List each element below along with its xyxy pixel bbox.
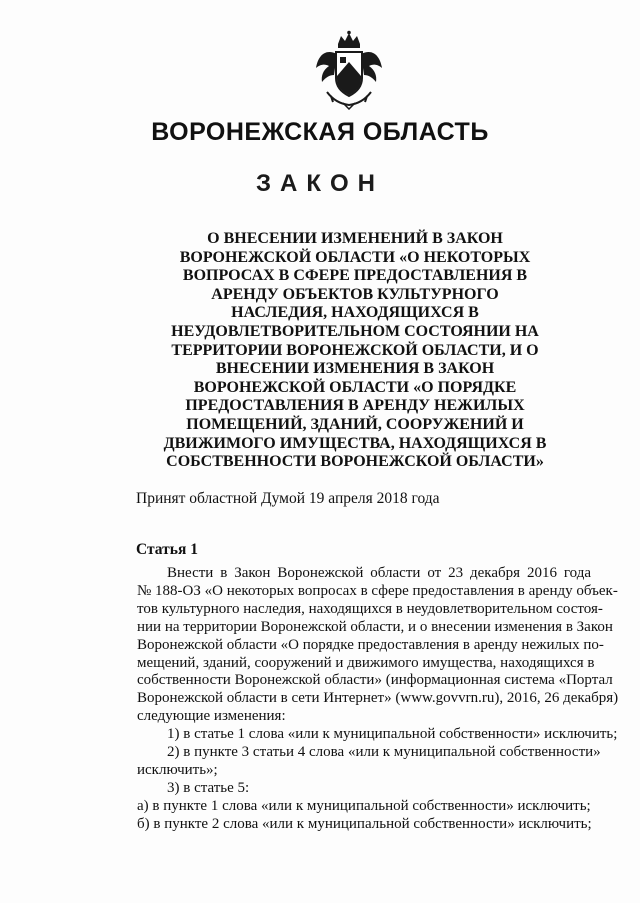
region-heading: ВОРОНЕЖСКАЯ ОБЛАСТЬ [151,118,489,146]
article-line: 2) в пункте 3 статьи 4 слова «или к муниципальной собственности» [167,744,601,761]
title-line: ПОМЕЩЕНИЙ, ЗДАНИЙ, СООРУЖЕНИЙ И [186,415,524,433]
title-line: ВНЕСЕНИИ ИЗМЕНЕНИЯ В ЗАКОН [215,360,495,378]
title-line: О ВНЕСЕНИИ ИЗМЕНЕНИЙ В ЗАКОН [207,230,503,247]
title-line: ПРЕДОСТАВЛЕНИЯ В АРЕНДУ НЕЖИЛЫХ [185,397,525,415]
title-line: НАСЛЕДИЯ, НАХОДЯЩИХСЯ В [231,304,479,322]
article-line: мещений, зданий, сооружений и движимого имущества, находящихся в [137,654,595,671]
title-line: ТЕРРИТОРИИ ВОРОНЕЖСКОЙ ОБЛАСТИ, И О [171,341,539,359]
title-line: АРЕНДУ ОБЪЕКТОВ КУЛЬТУРНОГО [211,285,499,303]
title-line: ДВИЖИМОГО ИМУЩЕСТВА, НАХОДЯЩИХСЯ В [163,434,547,452]
article-line: тов культурного наследия, находящихся в неудовлетворительном состоя- [137,600,603,617]
article-line: исключить»; [137,761,218,778]
article-line: нии на территории Воронежской области, и о внесении изменения в Закон [137,618,613,635]
article-line: б) в пункте 2 слова «или к муниципальной собственности» исключить; [137,815,592,832]
article-line: собственности Воронежской области» (информационная система «Портал [137,672,613,689]
article-body [137,565,619,834]
article-line: 1) в статье 1 слова «или к муниципальной собственности» исключить; [167,726,618,743]
title-line: ВОРОНЕЖСКОЙ ОБЛАСТИ «О ПОРЯДКЕ [193,378,517,396]
article-line: Внести в Закон Воронежской области от 23 декабря 2016 года [167,565,591,581]
title-line: ВОПРОСАХ В СФЕРЕ ПРЕДОСТАВЛЕНИЯ В [182,267,528,285]
article-heading: Статья 1 [136,541,198,558]
article-line: 3) в статье 5: [167,779,250,796]
article-line: Воронежской области «О порядке предоставления в аренду нежилых по- [137,636,604,653]
title-line: СОБСТВЕННОСТИ ВОРОНЕЖСКОЙ ОБЛАСТИ» [166,453,544,471]
article-line: следующие изменения: [137,708,286,725]
article-line: № 188-ОЗ «О некоторых вопросах в сфере предоставления в аренду объек- [137,582,618,599]
law-title [120,230,590,472]
article-line: а) в пункте 1 слова «или к муниципальной собственности» исключить; [137,797,591,814]
adoption-note: Принят областной Думой 19 апреля 2018 года [136,490,440,507]
article-line: Воронежской области в сети Интернет» (www.govvrn.ru), 2016, 26 декабря) [137,690,619,707]
title-line: НЕУДОВЛЕТВОРИТЕЛЬНОМ СОСТОЯНИИ НА [171,322,539,340]
title-line: ВОРОНЕЖСКОЙ ОБЛАСТИ «О НЕКОТОРЫХ [179,248,531,266]
document-type-heading: ЗАКОН [255,170,384,197]
coat-of-arms-emblem-icon [313,30,385,110]
